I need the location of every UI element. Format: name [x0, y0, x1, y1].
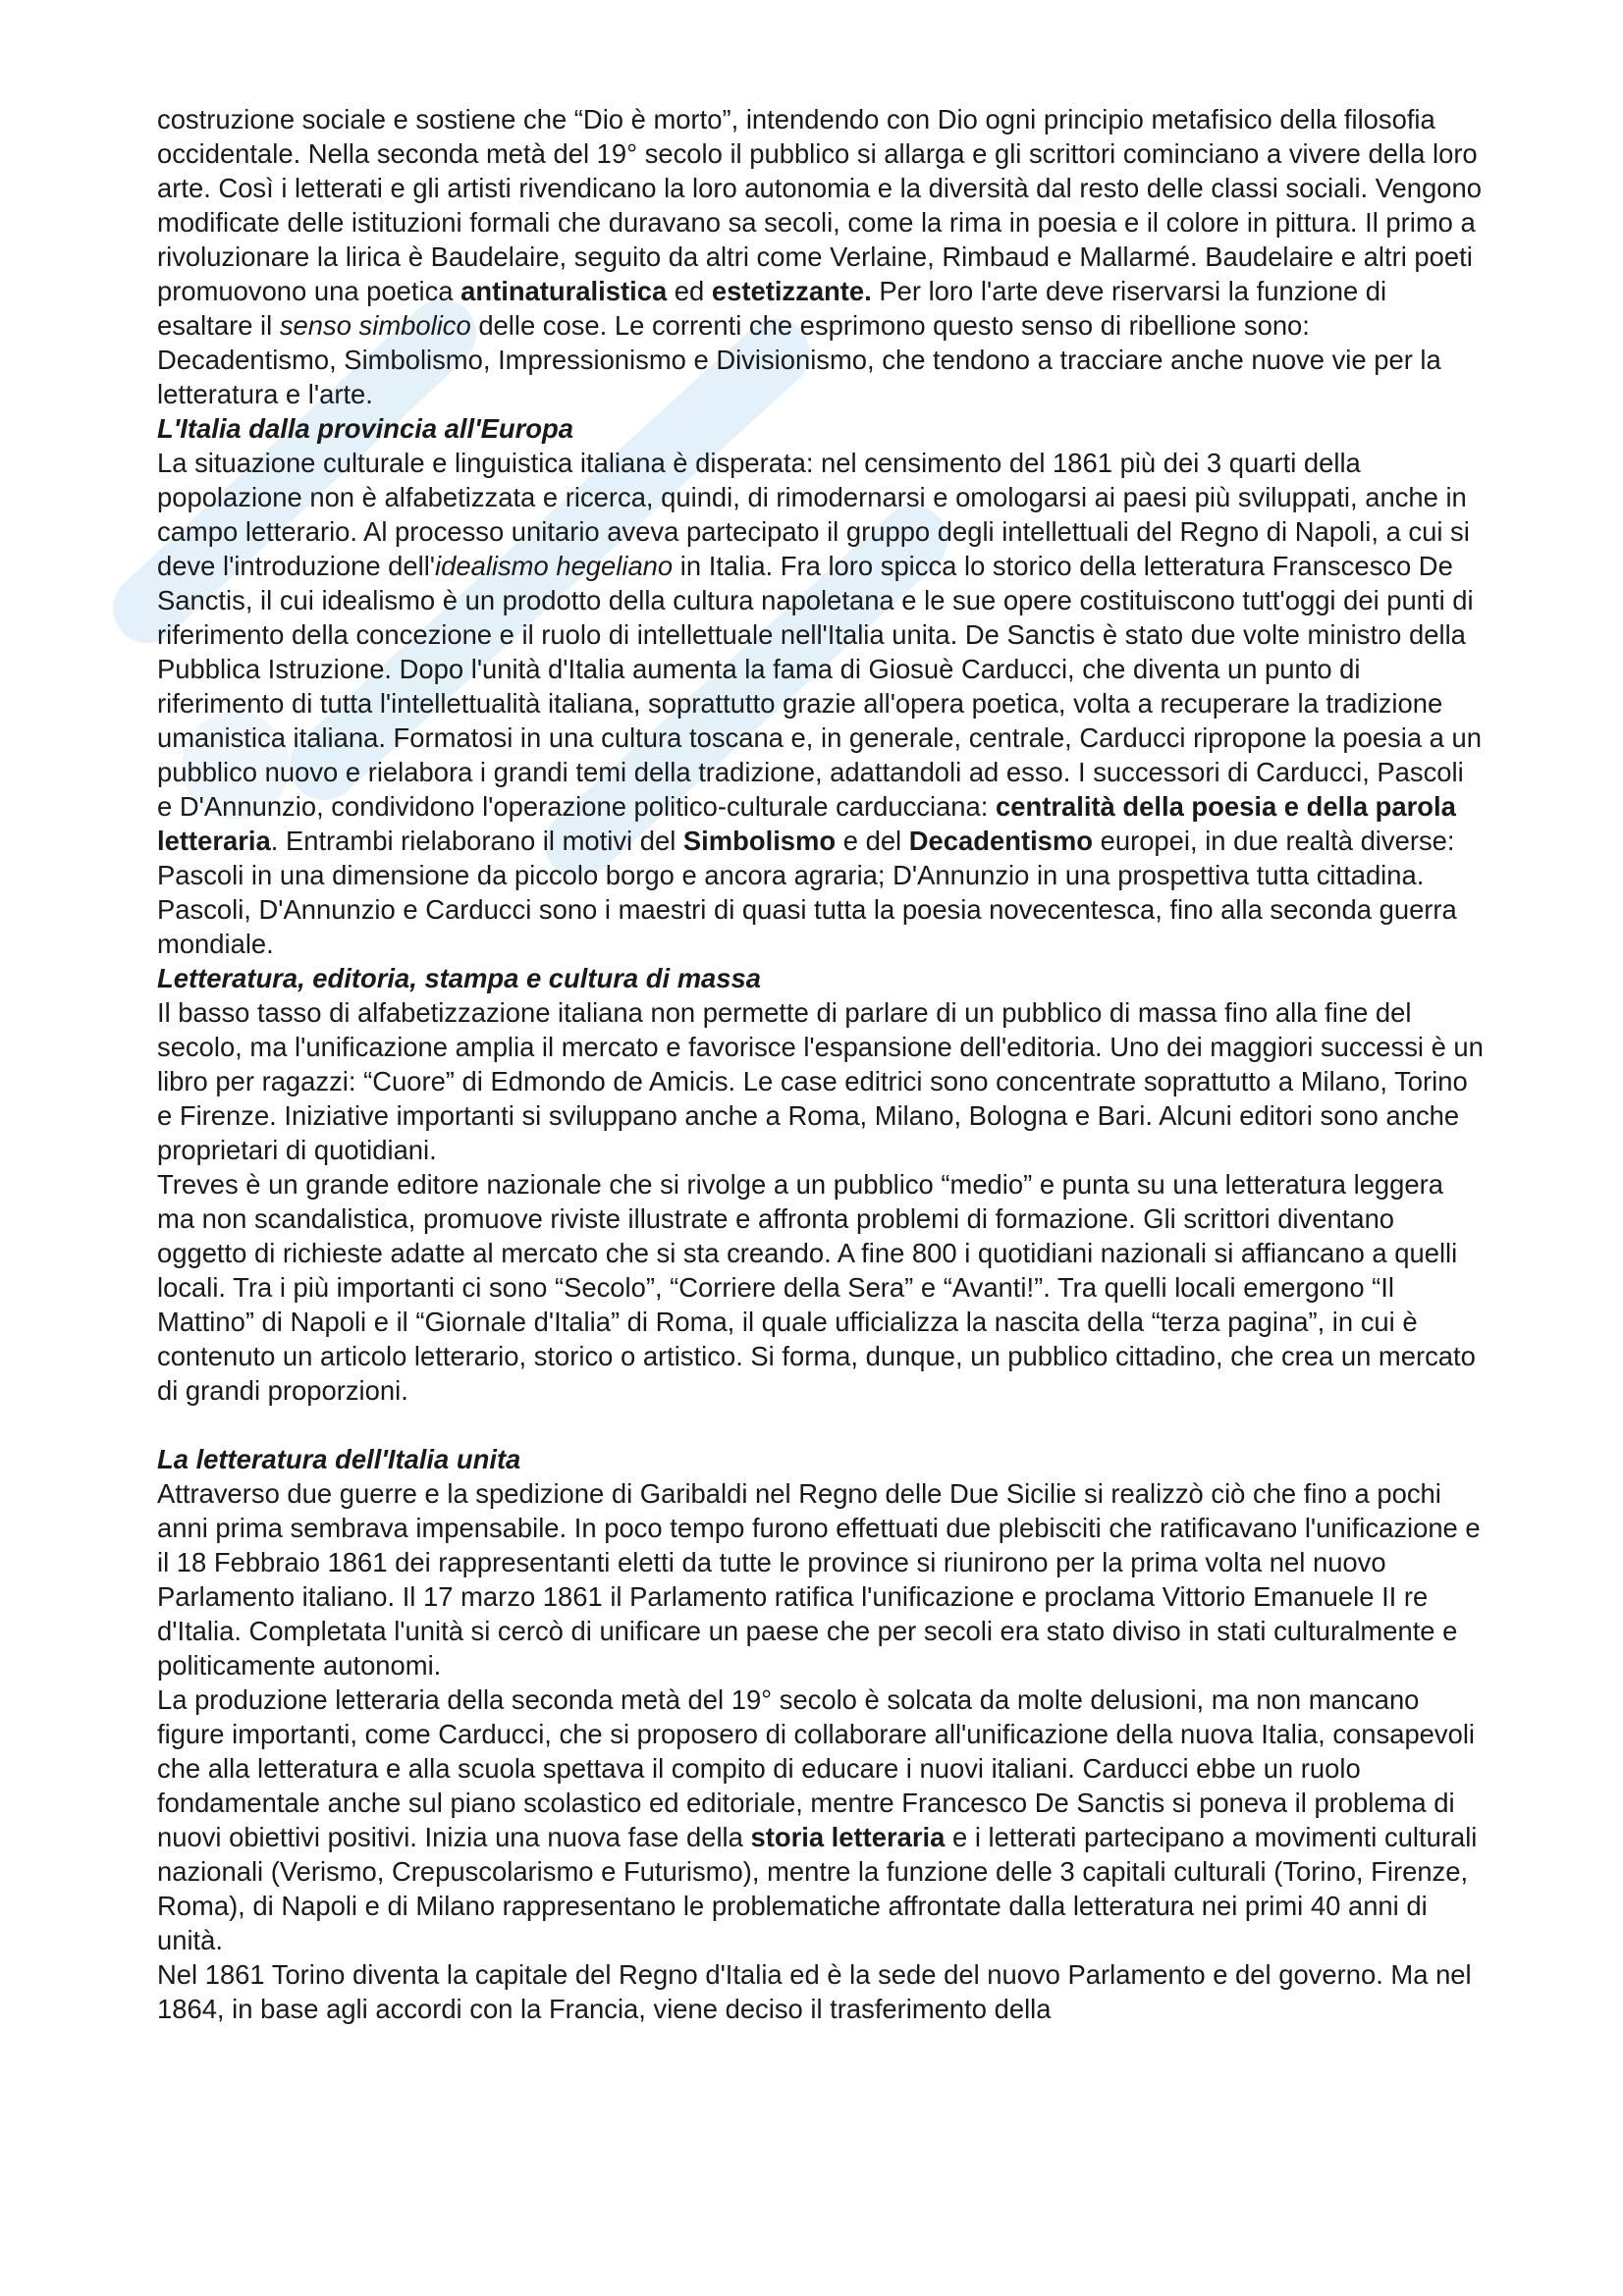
text-run: e i letterati partecipano a movimenti culturali nazionali (Verismo, Crepuscolarismo e Futurismo), mentre la funzione delle 3 capitali culturali (Torino, Firenze, Roma), di Napoli e di Milano rappresentano le problematiche affrontate dalla letteratura nei primi 40 anni di unità.: [157, 1822, 1478, 1955]
text-run: Il basso tasso di alfabetizzazione italiana non permette di parlare di un pubblico di massa fino alla fine del secolo, ma l'unificazione amplia il mercato e favorisce l'espansione dell'editoria. Uno dei maggiori successi è un libro per ragazzi: “Cuore” di Edmondo de Amicis. Le case editrici sono concentrate soprattutto a Milano, Torino e Firenze. Iniziative importanti si sviluppano anche a Roma, Milano, Bologna e Bari. Alcuni editori sono anche proprietari di quotidiani.: [157, 997, 1484, 1165]
text-run: . Entrambi rielaborano il motivi del: [270, 826, 683, 856]
italic-text: idealismo hegeliano: [435, 551, 674, 581]
text-run: Per loro l'arte deve riservarsi la funzione di esaltare il: [157, 276, 1387, 341]
text-run: costruzione sociale e sostiene che “Dio è morto”, intendendo con Dio ogni principio metafisico della filosofia occidentale. Nella seconda metà del 19° secolo il pubblico si allarga e gli scrittori cominciano a vivere della loro arte. Così i letterati e gli artisti rivendicano la loro autonomia e la diversità dal resto delle classi sociali. Vengono modificate delle istituzioni formali che duravano sa secoli, come la rima in poesia e il colore in pittura. Il primo a rivoluzionare la lirica è Baudelaire, seguito da altri come Verlaine, Rimbaud e Mallarmé. Baudelaire e altri poeti promuovono una poetica: [157, 104, 1482, 306]
paragraph: [157, 102, 1485, 411]
paragraph: [157, 1476, 1485, 1682]
text-run: in Italia. Fra loro spicca lo storico della letteratura Franscesco De Sanctis, il cui idealismo è un prodotto della cultura napoletana e le sue opere costituiscono tutt'oggi dei punti di riferimento della concezione e il ruolo di intellettuale nell'Italia unita. De Sanctis è stato due volte ministro della Pubblica Istruzione. Dopo l'unità d'Italia aumenta la fama di Giosuè Carducci, che diventa un punto di riferimento di tutta l'intellettualità italiana, soprattutto grazie all'opera poetica, volta a recuperare la tradizione umanistica italiana. Formatosi in una cultura toscana e, in generale, centrale, Carducci ripropone la poesia a un pubblico nuovo e rielabora i grandi temi della tradizione, adattandoli ad esso. I successori di Carducci, Pascoli e D'Annunzio, condividono l'operazione politico-culturale carducciana:: [157, 551, 1482, 822]
paragraph: [157, 995, 1485, 1167]
text-run: Nel 1861 Torino diventa la capitale del Regno d'Italia ed è la sede del nuovo Parlamento e del governo. Ma nel 1864, in base agli accordi con la Francia, viene deciso il trasferimento della: [157, 1959, 1472, 2024]
italic-text: senso simbolico: [279, 310, 471, 341]
text-run: Attraverso due guerre e la spedizione di Garibaldi nel Regno delle Due Sicilie si realizzò ciò che fino a pochi anni prima sembrava impensabile. In poco tempo furono effettuati due plebisciti che ratificavano l'unificazione e il 18 Febbraio 1861 dei rappresentanti eletti da tutte le province si riunirono per la prima volta nel nuovo Parlamento italiano. Il 17 marzo 1861 il Parlamento ratifica l'unificazione e proclama Vittorio Emanuele II re d'Italia. Completata l'unità si cercò di unificare un paese che per secoli era stato diviso in stati culturalmente e politicamente autonomi.: [157, 1478, 1481, 1681]
bold-text: centralità della poesia e della parola letteraria: [157, 791, 1456, 856]
text-run: Pascoli, D'Annunzio e Carducci sono i maestri di quasi tutta la poesia novecentesca, fino alla seconda guerra mondiale.: [157, 894, 1457, 959]
document-body: [157, 102, 1485, 2026]
paragraph: [157, 892, 1485, 961]
bold-text: estetizzante.: [711, 276, 872, 306]
paragraph: [157, 1167, 1485, 1408]
text-run: La produzione letteraria della seconda metà del 19° secolo è solcata da molte delusioni, ma non mancano figure importanti, come Carducci, che si proposero di collaborare all'unificazione della nuova Italia, consapevoli che alla letteratura e alla scuola spettava il compito di educare i nuovi italiani. Carducci ebbe un ruolo fondamentale anche sul piano scolastico ed editoriale, mentre Francesco De Sanctis si poneva il problema di nuovi obiettivi positivi. Inizia una nuova fase della: [157, 1684, 1476, 1852]
bold-text: antinaturalistica: [460, 276, 668, 306]
text-run: e del: [836, 826, 909, 856]
text-run: La situazione culturale e linguistica italiana è disperata: nel censimento del 1861 più dei 3 quarti della popolazione non è alfabetizzata e ricerca, quindi, di rimodernarsi e omologarsi ai paesi più sviluppati, anche in campo letterario. Al processo unitario aveva partecipato il gruppo degli intellettuali del Regno di Napoli, a cui si deve l'introduzione dell': [157, 448, 1470, 581]
section-heading: Letteratura, editoria, stampa e cultura di massa: [157, 963, 761, 993]
blank-line: [157, 1408, 1485, 1442]
bold-text: storia letteraria: [750, 1822, 946, 1852]
section-heading: La letteratura dell'Italia unita: [157, 1444, 521, 1474]
section-heading: L'Italia dalla provincia all'Europa: [157, 413, 574, 444]
text-run: Treves è un grande editore nazionale che si rivolge a un pubblico “medio” e punta su una letteratura leggera ma non scandalistica, promuove riviste illustrate e affronta problemi di formazione. Gli scrittori diventano oggetto di richieste adatte al mercato che si sta creando. A fine 800 i quotidiani nazionali si affiancano a quelli locali. Tra i più importanti ci sono “Secolo”, “Corriere della Sera” e “Avanti!”. Tra quelli locali emergono “Il Mattino” di Napoli e il “Giornale d'Italia” di Roma, il quale ufficializza la nascita della “terza pagina”, in cui è contenuto un articolo letterario, storico o artistico. Si forma, dunque, un pubblico cittadino, che crea un mercato di grandi proporzioni.: [157, 1169, 1476, 1406]
paragraph: [157, 1682, 1485, 1957]
paragraph: [157, 1957, 1485, 2026]
text-run: europei, in due realtà diverse: Pascoli in una dimensione da piccolo borgo e ancora agraria; D'Annunzio in una prospettiva tutta cittadina.: [157, 826, 1455, 890]
bold-text: Decadentismo: [908, 826, 1093, 856]
paragraph: [157, 446, 1485, 892]
text-run: delle cose. Le correnti che esprimono questo senso di ribellione sono: Decadentismo, Simbolismo, Impressionismo e Divisionismo, che tendono a tracciare anche nuove vie per la letteratura e l'arte.: [157, 310, 1441, 409]
bold-text: Simbolismo: [682, 826, 837, 856]
text-run: ed: [667, 276, 712, 306]
